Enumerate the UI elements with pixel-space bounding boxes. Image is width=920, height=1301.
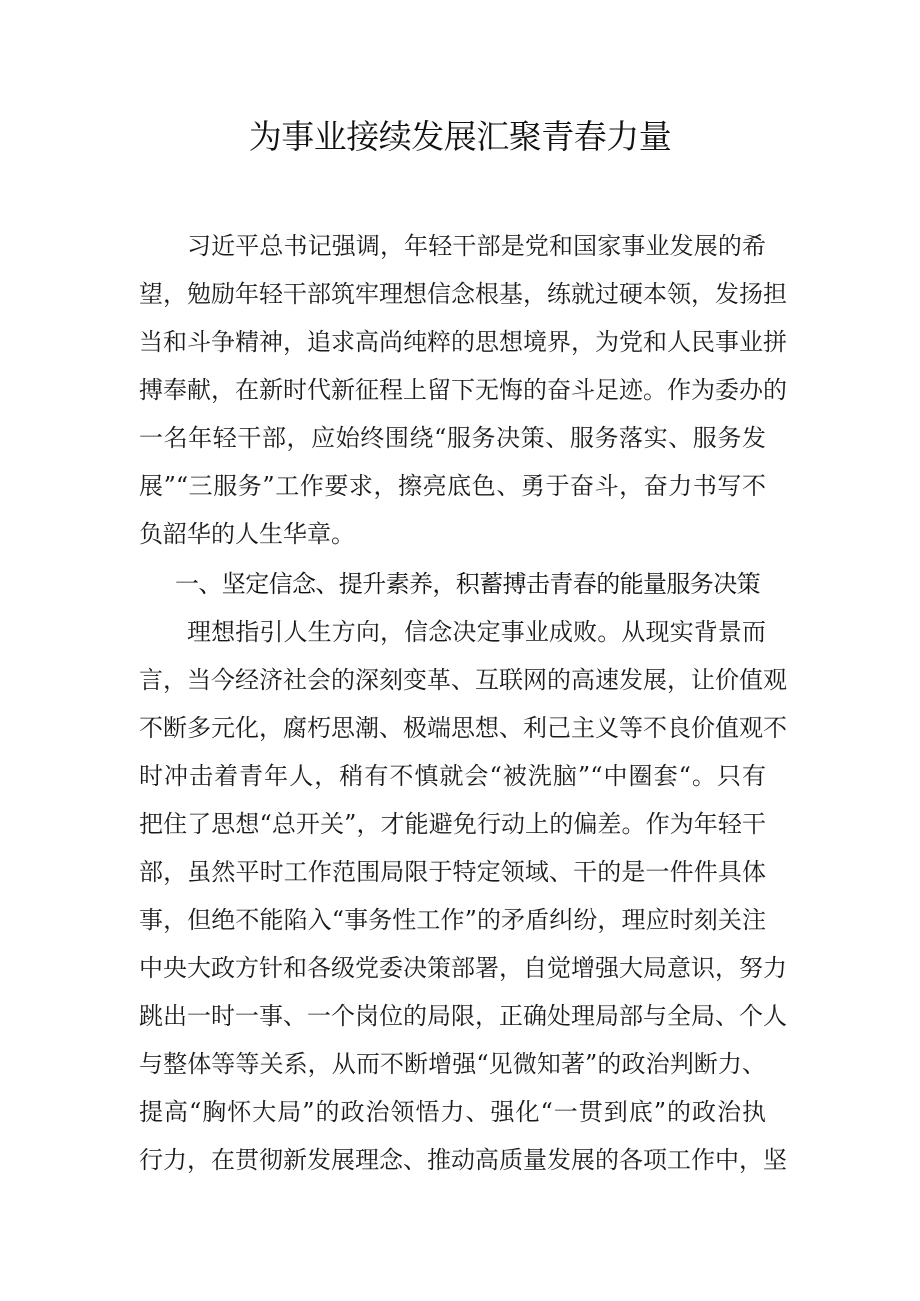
paragraph-line: 中央大政方针和各级党委决策部署，自觉增强大局意识，努力 [139,954,787,982]
paragraph-line: 不断多元化，腐朽思潮、极端思想、利己主义等不良价值观不 [139,714,787,742]
paragraph-line: 展”“三服务”工作要求，擦亮底色、勇于奋斗，奋力书写不 [139,472,766,500]
intro-paragraph [139,222,787,558]
paragraph-line: 望，勉励年轻干部筑牢理想信念根基，练就过硬本领，发扬担 [139,280,787,308]
paragraph-line: 理想指引人生方向，信念决定事业成败。从现实背景而 [187,618,766,646]
paragraph-line: 跳出一时一事、一个岗位的局限，正确处理局部与全局、个人 [139,1002,787,1030]
paragraph-line: 把住了思想“总开关”，才能避免行动上的偏差。作为年轻干 [139,810,766,838]
paragraph-line: 习近平总书记强调，年轻干部是党和国家事业发展的希 [187,232,766,260]
paragraph-line: 时冲击着青年人，稍有不慎就会“被洗脑”“中圈套“。只有 [139,762,766,790]
paragraph-line: 当和斗争精神，追求高尚纯粹的思想境界，为党和人民事业拼 [139,328,787,356]
paragraph-line: 与整体等等关系，从而不断增强“见微知著”的政治判断力、 [139,1050,766,1078]
paragraph-line: 言，当今经济社会的深刻变革、互联网的高速发展，让价值观 [139,666,787,694]
paragraph-line: 负韶华的人生华章。 [139,520,355,548]
paragraph-line: 一名年轻干部，应始终围绕“服务决策、服务落实、服务发 [139,424,766,452]
section-heading: 一、坚定信念、提升素养，积蓄搏击青春的能量服务决策 [175,570,760,598]
section-paragraph [139,608,787,1184]
paragraph-line: 部，虽然平时工作范围局限于特定领域、干的是一件件具体 [139,858,766,886]
paragraph-line: 提高“胸怀大局”的政治领悟力、强化“一贯到底”的政治执 [139,1098,766,1126]
paragraph-line: 事，但绝不能陷入“事务性工作”的矛盾纠纷，理应时刻关注 [139,906,766,934]
paragraph-line: 行力，在贯彻新发展理念、推动高质量发展的各项工作中，坚 [139,1146,787,1174]
paragraph-line: 搏奉献，在新时代新征程上留下无悔的奋斗足迹。作为委办的 [139,376,787,404]
document-title: 为事业接续发展汇聚青春力量 [248,117,672,156]
